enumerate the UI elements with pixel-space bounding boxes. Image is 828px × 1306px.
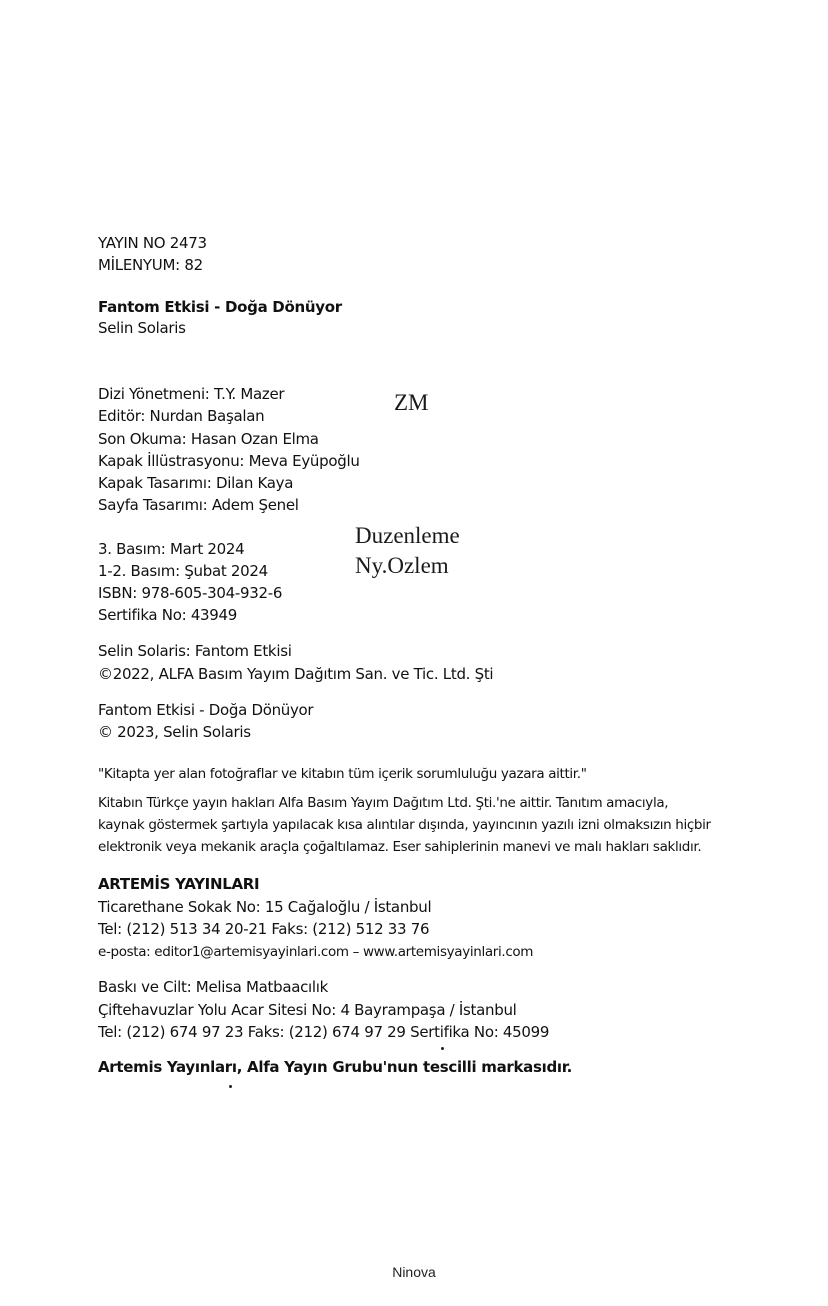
edition-third-print: 3. Basım: Mart 2024 — [98, 540, 245, 558]
credit-cover-illustration: Kapak İllüstrasyonu: Meva Eyüpoğlu — [98, 452, 360, 470]
certificate-number: Sertifika No: 43949 — [98, 606, 238, 624]
content-disclaimer: "Kitapta yer alan fotoğraflar ve kitabın tüm içerik sorumluluğu yazara aittir." — [98, 766, 587, 782]
credit-series-director: Dizi Yönetmeni: T.Y. Mazer — [98, 385, 285, 403]
rights-line: kaynak göstermek şartıyla yapılacak kısa alıntılar dışında, yayıncının yazılı izni olmaksızın hiçbir — [98, 817, 711, 833]
book-title: Fantom Etkisi - Doğa Dönüyor — [98, 298, 342, 316]
isbn: ISBN: 978-605-304-932-6 — [98, 584, 283, 602]
credit-editor: Editör: Nurdan Başalan — [98, 407, 265, 425]
credit-cover-design: Kapak Tasarımı: Dilan Kaya — [98, 474, 294, 492]
trademark-notice: Artemis Yayınları, Alfa Yayın Grubu'nun tescilli markasıdır. — [98, 1058, 573, 1076]
print-speck — [441, 1047, 444, 1050]
printer-phone: Tel: (212) 674 97 23 Faks: (212) 674 97 29 Sertifika No: 45099 — [98, 1023, 550, 1041]
rights-line: Kitabın Türkçe yayın hakları Alfa Basım Yayım Dağıtım Ltd. Şti.'ne aittir. Tanıtım amacıyla, — [98, 795, 669, 811]
annotation-note-line2: Ny.Ozlem — [355, 553, 449, 578]
publisher-address: Ticarethane Sokak No: 15 Cağaloğlu / İstanbul — [98, 898, 432, 916]
publication-number: YAYIN NO 2473 — [98, 234, 207, 252]
copyright-original-title: Selin Solaris: Fantom Etkisi — [98, 642, 292, 660]
millennium-number: MİLENYUM: 82 — [98, 256, 203, 274]
publisher-name: ARTEMİS YAYINLARI — [98, 875, 260, 893]
footer-watermark: Ninova — [392, 1264, 436, 1280]
printer-address: Çiftehavuzlar Yolu Acar Sitesi No: 4 Bayrampaşa / İstanbul — [98, 1001, 517, 1019]
publisher-phone: Tel: (212) 513 34 20-21 Faks: (212) 512 33 76 — [98, 920, 430, 938]
copyright-translation-holder: © 2023, Selin Solaris — [98, 723, 251, 741]
annotation-initials: ZM — [394, 390, 429, 415]
credit-proofreading: Son Okuma: Hasan Ozan Elma — [98, 430, 319, 448]
printer-name: Baskı ve Cilt: Melisa Matbaacılık — [98, 978, 329, 996]
book-author: Selin Solaris — [98, 319, 186, 337]
copyright-translation-title: Fantom Etkisi - Doğa Dönüyor — [98, 701, 314, 719]
copyright-original-holder: ©2022, ALFA Basım Yayım Dağıtım San. ve Tic. Ltd. Şti — [98, 665, 494, 683]
print-speck — [229, 1085, 232, 1088]
annotation-note-line1: Duzenleme — [355, 523, 460, 548]
rights-line: elektronik veya mekanik araçla çoğaltılamaz. Eser sahiplerinin manevi ve malı hakları saklıdır. — [98, 839, 702, 855]
credit-page-design: Sayfa Tasarımı: Adem Şenel — [98, 496, 299, 514]
publisher-email: e-posta: editor1@artemisyayinlari.com – www.artemisyayinlari.com — [98, 944, 534, 960]
edition-first-prints: 1-2. Basım: Şubat 2024 — [98, 562, 268, 580]
